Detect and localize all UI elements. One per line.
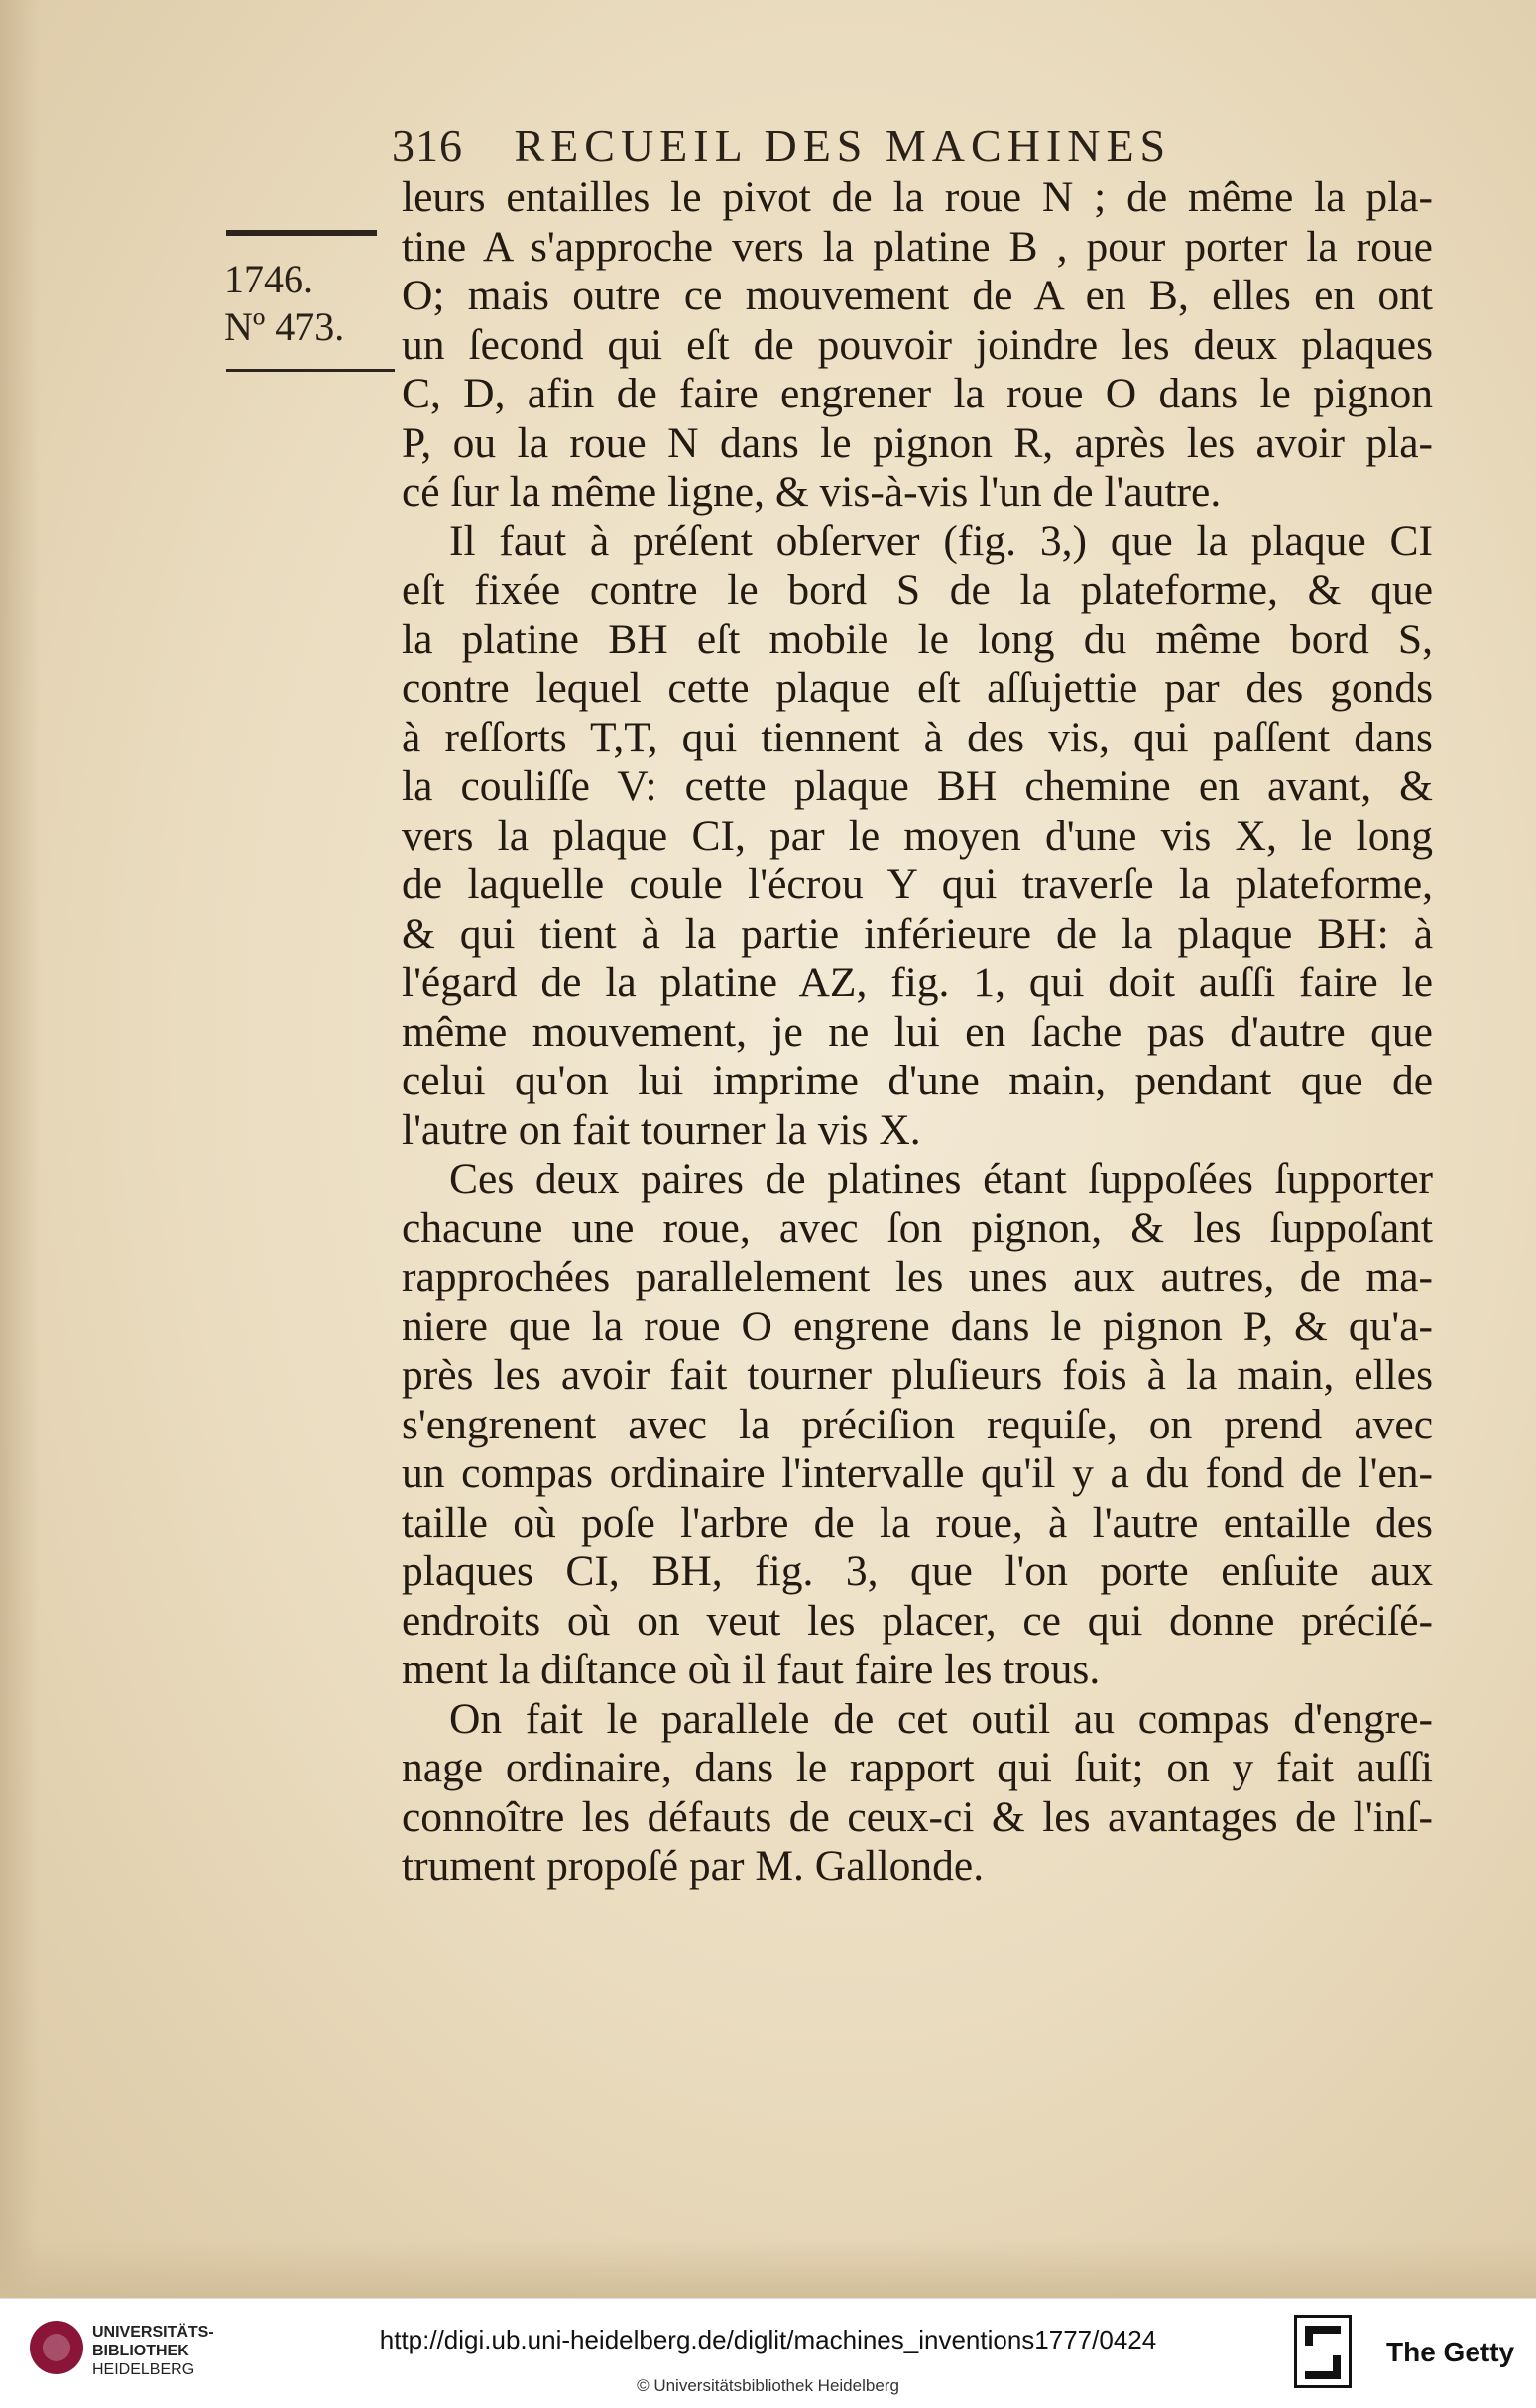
text-line: & qui tient à la partie inférieure de la plaque BH: à [402,909,1433,958]
text-line: C, D, afin de faire engrener la roue O dans le pignon [402,370,1433,417]
margin-number: Nº 473. [224,304,345,349]
page-shadow-left [0,0,40,2298]
margin-rule-bottom [226,369,395,372]
partner-name[interactable]: The Getty [1386,2337,1515,2367]
text-line: Ces deux paires de platines étant ſuppoſées ſupporter [449,1155,1433,1203]
text-line: la couliſſe V: cette plaque BH chemine en avant, & [402,762,1433,810]
text-line: tine A s'approche vers la platine B , pour porter la roue [402,222,1433,271]
text-line: endroits où on veut les placer, ce qui donne préciſé- [402,1596,1433,1645]
library-name[interactable]: UNIVERSITÄTS- BIBLIOTHEK HEIDELBERG [92,2324,214,2378]
text-line: ment la diſtance où il faut faire les trous. [402,1646,1101,1693]
text-line: rapprochées parallelement les unes aux autres, de ma- [402,1253,1433,1301]
text-line: s'engrenent avec la préciſion requiſe, on prend avec [402,1400,1433,1448]
text-line: la platine BH eſt mobile le long du même bord S, [402,615,1433,663]
text-line: connoître les défauts de ceux-ci & les avantages de l'inſ- [402,1792,1433,1841]
text-line: plaques CI, BH, fig. 3, que l'on porte enſuite aux [402,1548,1433,1595]
running-title: RECUEIL DES MACHINES [514,120,1172,171]
text-line: près les avoir fait tourner pluſieurs fois à la main, elles [402,1351,1433,1399]
text-line: trument propoſé par M. Gallonde. [402,1842,985,1890]
permalink-url[interactable]: http://digi.ub.uni-heidelberg.de/diglit/machines_inventions1777/0424 [379,2325,1157,2354]
text-line: P, ou la roue N dans le pignon R, après les avoir pla- [402,418,1433,467]
text-line: l'autre on fait tourner la vis X. [402,1105,921,1154]
page-number: 316 [392,120,463,171]
text-line: eſt fixée contre le bord S de la plateforme, & que [402,566,1433,614]
text-line: un compas ordinaire l'intervalle qu'il y a du fond de l'en- [402,1449,1433,1497]
getty-logo-icon[interactable] [1294,2315,1352,2388]
text-line: taille où poſe l'arbre de la roue, à l'autre entaille des [402,1498,1433,1547]
text-line: chacune une roue, avec ſon pignon, & les ſuppoſant [402,1204,1433,1252]
viewer-footer [0,2298,1536,2408]
text-line: à reſſorts T,T, qui tiennent à des vis, qui paſſent dans [402,713,1433,761]
text-line: O; mais outre ce mouvement de A en B, elles en ont [402,272,1433,319]
text-line: même mouvement, je ne lui en ſache pas d'autre que [402,1007,1433,1056]
text-line: On fait le parallele de cet outil au compas d'engre- [449,1694,1433,1743]
margin-year: 1746. [224,257,313,301]
text-line: Il faut à préſent obſerver (fig. 3,) que la plaque CI [449,516,1433,565]
text-line: vers la plaque CI, par le moyen d'une vis X, le long [402,811,1433,860]
margin-rule-top [226,230,377,236]
running-head [392,119,1284,172]
text-line: l'égard de la platine AZ, fig. 1, qui doit auſſi faire le [402,959,1433,1006]
text-line: leurs entailles le pivot de la roue N ; de même la pla- [402,173,1433,221]
text-line: de laquelle coule l'écrou Y qui traverſe la plateforme, [402,860,1433,908]
page-shadow-bottom [0,2238,1536,2298]
text-line: contre lequel cette plaque eſt aſſujettie par des gonds [402,664,1433,712]
text-line: niere que la roue O engrene dans le pignon P, & qu'a- [402,1302,1433,1350]
text-line: un ſecond qui eſt de pouvoir joindre les deux plaques [402,320,1433,369]
body-text [402,173,1433,1892]
copyright-notice: © Universitätsbibliothek Heidelberg [637,2376,899,2395]
text-line: celui qu'on lui imprime d'une main, pendant que de [402,1057,1433,1104]
text-line: cé ſur la même ligne, & vis-à-vis l'un de l'autre. [402,468,1222,516]
text-line: nage ordinaire, dans le rapport qui ſuit; on y fait auſſi [402,1744,1433,1791]
